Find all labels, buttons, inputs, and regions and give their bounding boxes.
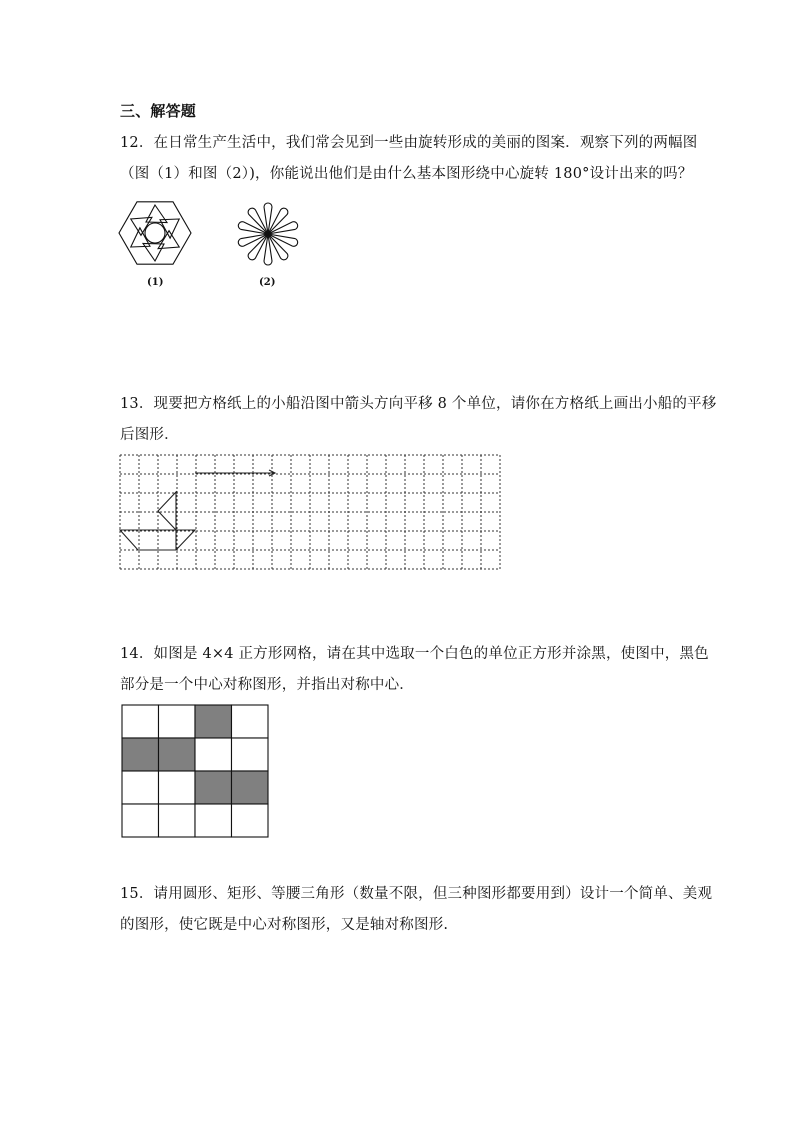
q14-text-line1: 14．如图是 4×4 正方形网格，请在其中选取一个白色的单位正方形并涂黑，使图中，黑色 — [120, 646, 709, 662]
grid-cell-white — [232, 804, 269, 837]
q15-text-line2: 的图形，使它既是中心对称图形，又是轴对称图形. — [120, 917, 449, 933]
q15-text-line1: 15．请用圆形、矩形、等腰三角形（数量不限，但三种图形都要用到）设计一个简单、美观 — [120, 886, 713, 902]
q12-caption-2: (2) — [259, 277, 276, 288]
grid-cell-shaded — [232, 771, 269, 804]
grid-cell-white — [195, 738, 232, 771]
grid-cell-white — [122, 804, 159, 837]
q13-text-line1: 13．现要把方格纸上的小船沿图中箭头方向平移 8 个单位，请你在方格纸上画出小船的平移 — [120, 396, 717, 412]
q13-arrow — [195, 470, 275, 476]
q12-figure-1-hexagon-pinwheel — [118, 195, 193, 270]
grid-cell-white — [159, 705, 196, 738]
q13-grid-paper — [119, 454, 502, 570]
q14-4x4-grid — [121, 704, 269, 840]
q14-text-line2: 部分是一个中心对称图形，并指出对称中心． — [120, 677, 414, 693]
grid-cell-shaded — [195, 705, 232, 738]
grid-cell-shaded — [195, 771, 232, 804]
q12-figure-2-flower — [229, 195, 307, 273]
grid-cell-white — [195, 804, 232, 837]
grid-cell-shaded — [159, 738, 196, 771]
grid-cell-white — [122, 771, 159, 804]
grid-cell-white — [232, 738, 269, 771]
grid-cell-white — [232, 705, 269, 738]
q13-text-line2: 后图形． — [120, 427, 179, 443]
q12-caption-1: (1) — [147, 277, 164, 288]
grid-cell-white — [122, 705, 159, 738]
grid-cell-shaded — [122, 738, 159, 771]
grid-cell-white — [159, 804, 196, 837]
q12-text-line2: （图（1）和图（2）)，你能说出他们是由什么基本图形绕中心旋转 180°设计出来的吗？ — [120, 166, 693, 182]
section-heading: 三、解答题 — [120, 102, 197, 120]
q12-text-line1: 12．在日常生产生活中，我们常会见到一些由旋转形成的美丽的图案．观察下列的两幅图 — [120, 135, 698, 151]
grid-cell-white — [159, 771, 196, 804]
